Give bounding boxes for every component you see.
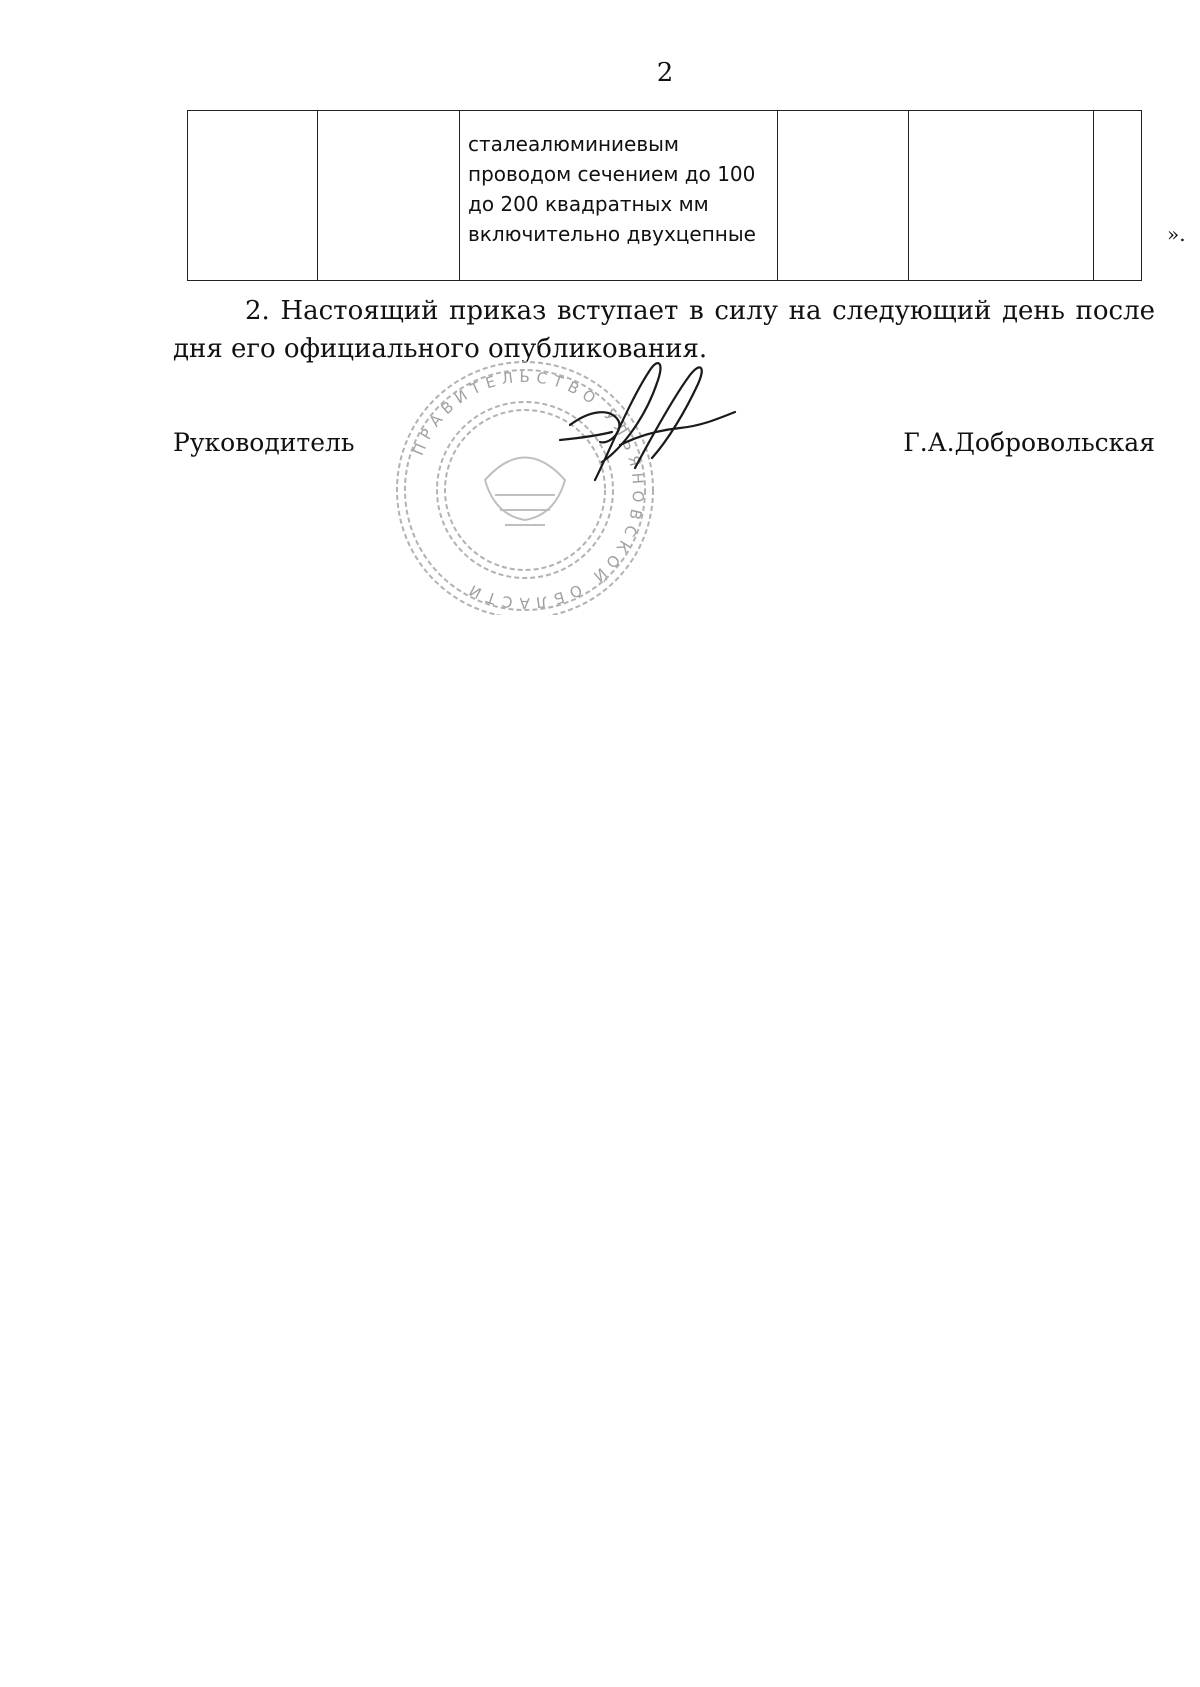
signatory-name: Г.А.Добровольская — [903, 428, 1155, 457]
table-cell-2 — [318, 111, 460, 281]
continuation-table — [187, 110, 1142, 281]
svg-text:ПРАВИТЕЛЬСТВО УЛЬЯНОВСКОЙ ОБЛА: ПРАВИТЕЛЬСТВО УЛЬЯНОВСКОЙ ОБЛАСТИ — [409, 367, 648, 613]
table-cell-6 — [1094, 111, 1142, 281]
signatory-title: Руководитель — [173, 428, 355, 457]
table-cell-5 — [909, 111, 1094, 281]
handwritten-signature — [540, 350, 750, 490]
table-cell-1 — [188, 111, 318, 281]
table-row — [188, 111, 1142, 281]
table-cell-description: сталеалюминиевым проводом сечением до 100 до 200 квадратных мм включительно двухцепные — [460, 111, 778, 281]
table-cell-4 — [778, 111, 909, 281]
table-closing-mark: ». — [1167, 222, 1186, 246]
order-paragraph-2: 2. Настоящий приказ вступает в силу на следующий день после дня его официального опубликования. — [173, 296, 1155, 364]
page-number: 2 — [656, 58, 674, 88]
